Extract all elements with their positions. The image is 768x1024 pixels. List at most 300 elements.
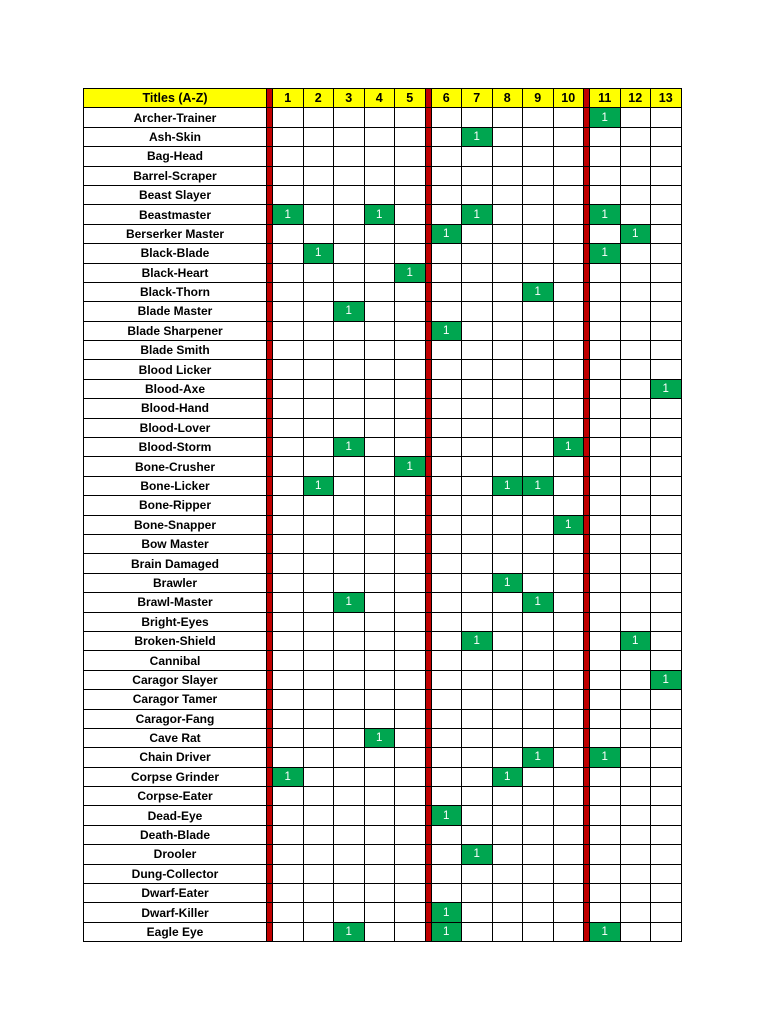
cell-col-3[interactable] [334, 728, 365, 747]
cell-col-2[interactable] [303, 438, 334, 457]
cell-col-11[interactable] [590, 224, 621, 243]
cell-col-11[interactable] [590, 767, 621, 786]
cell-col-3[interactable] [334, 864, 365, 883]
cell-col-12[interactable] [620, 147, 651, 166]
cell-col-5[interactable] [395, 496, 426, 515]
cell-col-9[interactable] [523, 884, 554, 903]
cell-col-13[interactable] [651, 496, 682, 515]
cell-col-8[interactable] [492, 321, 523, 340]
cell-col-5[interactable] [395, 922, 426, 941]
cell-col-2[interactable] [303, 767, 334, 786]
cell-col-8[interactable] [492, 282, 523, 301]
cell-col-6[interactable] [431, 534, 462, 553]
cell-col-4[interactable] [364, 573, 395, 592]
cell-col-2[interactable] [303, 224, 334, 243]
cell-col-4[interactable] [364, 534, 395, 553]
cell-col-9[interactable] [523, 457, 554, 476]
cell-col-3[interactable]: 1 [334, 922, 365, 941]
cell-col-12[interactable] [620, 321, 651, 340]
cell-col-5[interactable] [395, 651, 426, 670]
cell-col-11[interactable] [590, 825, 621, 844]
cell-col-12[interactable] [620, 922, 651, 941]
cell-col-3[interactable] [334, 476, 365, 495]
title-cell[interactable]: Barrel-Scraper [84, 166, 267, 185]
cell-col-11[interactable] [590, 302, 621, 321]
cell-col-8[interactable] [492, 341, 523, 360]
cell-col-4[interactable] [364, 903, 395, 922]
cell-col-2[interactable] [303, 341, 334, 360]
cell-col-4[interactable] [364, 806, 395, 825]
cell-col-13[interactable] [651, 884, 682, 903]
title-cell[interactable]: Brawl-Master [84, 593, 267, 612]
cell-col-12[interactable] [620, 612, 651, 631]
cell-col-11[interactable] [590, 903, 621, 922]
cell-col-9[interactable] [523, 690, 554, 709]
cell-col-7[interactable] [462, 515, 493, 534]
cell-col-3[interactable] [334, 496, 365, 515]
cell-col-1[interactable] [273, 341, 304, 360]
cell-col-6[interactable] [431, 612, 462, 631]
cell-col-1[interactable] [273, 147, 304, 166]
cell-col-12[interactable] [620, 108, 651, 127]
title-cell[interactable]: Black-Heart [84, 263, 267, 282]
cell-col-3[interactable] [334, 709, 365, 728]
cell-col-2[interactable]: 1 [303, 244, 334, 263]
cell-col-7[interactable] [462, 321, 493, 340]
cell-col-3[interactable] [334, 825, 365, 844]
cell-col-4[interactable] [364, 593, 395, 612]
cell-col-10[interactable] [553, 825, 584, 844]
cell-col-12[interactable] [620, 476, 651, 495]
cell-col-10[interactable] [553, 709, 584, 728]
cell-col-7[interactable] [462, 263, 493, 282]
cell-col-6[interactable]: 1 [431, 321, 462, 340]
cell-col-4[interactable] [364, 244, 395, 263]
cell-col-6[interactable] [431, 166, 462, 185]
cell-col-7[interactable] [462, 108, 493, 127]
cell-col-9[interactable] [523, 922, 554, 941]
title-cell[interactable]: Blade Master [84, 302, 267, 321]
cell-col-6[interactable] [431, 147, 462, 166]
cell-col-13[interactable] [651, 612, 682, 631]
cell-col-10[interactable] [553, 748, 584, 767]
cell-col-8[interactable] [492, 244, 523, 263]
cell-col-13[interactable] [651, 534, 682, 553]
cell-col-2[interactable] [303, 399, 334, 418]
cell-col-8[interactable] [492, 554, 523, 573]
cell-col-4[interactable] [364, 147, 395, 166]
cell-col-9[interactable] [523, 379, 554, 398]
cell-col-10[interactable] [553, 321, 584, 340]
cell-col-4[interactable] [364, 302, 395, 321]
cell-col-4[interactable] [364, 748, 395, 767]
title-cell[interactable]: Dung-Collector [84, 864, 267, 883]
cell-col-3[interactable]: 1 [334, 593, 365, 612]
cell-col-2[interactable] [303, 147, 334, 166]
cell-col-12[interactable] [620, 127, 651, 146]
cell-col-8[interactable] [492, 806, 523, 825]
cell-col-11[interactable] [590, 438, 621, 457]
cell-col-11[interactable] [590, 360, 621, 379]
cell-col-7[interactable] [462, 379, 493, 398]
cell-col-4[interactable] [364, 787, 395, 806]
cell-col-4[interactable]: 1 [364, 205, 395, 224]
cell-col-12[interactable] [620, 302, 651, 321]
cell-col-7[interactable]: 1 [462, 127, 493, 146]
cell-col-7[interactable]: 1 [462, 205, 493, 224]
cell-col-11[interactable] [590, 612, 621, 631]
cell-col-3[interactable] [334, 379, 365, 398]
cell-col-12[interactable] [620, 244, 651, 263]
cell-col-2[interactable] [303, 205, 334, 224]
cell-col-9[interactable] [523, 864, 554, 883]
cell-col-7[interactable]: 1 [462, 845, 493, 864]
cell-col-3[interactable] [334, 224, 365, 243]
cell-col-10[interactable] [553, 884, 584, 903]
cell-col-7[interactable] [462, 787, 493, 806]
cell-col-8[interactable] [492, 728, 523, 747]
cell-col-12[interactable] [620, 884, 651, 903]
cell-col-2[interactable] [303, 612, 334, 631]
cell-col-12[interactable] [620, 709, 651, 728]
cell-col-13[interactable] [651, 806, 682, 825]
cell-col-9[interactable] [523, 166, 554, 185]
cell-col-3[interactable] [334, 205, 365, 224]
cell-col-8[interactable] [492, 127, 523, 146]
cell-col-2[interactable] [303, 263, 334, 282]
cell-col-12[interactable] [620, 166, 651, 185]
cell-col-13[interactable] [651, 360, 682, 379]
cell-col-6[interactable] [431, 418, 462, 437]
cell-col-1[interactable] [273, 127, 304, 146]
cell-col-3[interactable] [334, 651, 365, 670]
cell-col-10[interactable] [553, 282, 584, 301]
cell-col-4[interactable] [364, 457, 395, 476]
title-cell[interactable]: Bone-Snapper [84, 515, 267, 534]
cell-col-8[interactable] [492, 360, 523, 379]
cell-col-1[interactable] [273, 612, 304, 631]
cell-col-5[interactable] [395, 147, 426, 166]
cell-col-5[interactable] [395, 767, 426, 786]
cell-col-9[interactable] [523, 612, 554, 631]
cell-col-12[interactable] [620, 670, 651, 689]
cell-col-6[interactable] [431, 302, 462, 321]
cell-col-8[interactable] [492, 709, 523, 728]
cell-col-11[interactable] [590, 845, 621, 864]
cell-col-4[interactable] [364, 399, 395, 418]
cell-col-10[interactable] [553, 263, 584, 282]
cell-col-5[interactable] [395, 554, 426, 573]
cell-col-3[interactable] [334, 244, 365, 263]
cell-col-5[interactable] [395, 903, 426, 922]
cell-col-4[interactable] [364, 767, 395, 786]
cell-col-4[interactable] [364, 360, 395, 379]
cell-col-2[interactable] [303, 302, 334, 321]
cell-col-6[interactable]: 1 [431, 806, 462, 825]
cell-col-11[interactable] [590, 534, 621, 553]
cell-col-6[interactable] [431, 884, 462, 903]
cell-col-1[interactable] [273, 573, 304, 592]
cell-col-2[interactable] [303, 825, 334, 844]
cell-col-7[interactable] [462, 496, 493, 515]
cell-col-13[interactable] [651, 244, 682, 263]
cell-col-11[interactable] [590, 399, 621, 418]
title-cell[interactable]: Eagle Eye [84, 922, 267, 941]
cell-col-4[interactable] [364, 884, 395, 903]
cell-col-3[interactable] [334, 767, 365, 786]
cell-col-7[interactable] [462, 806, 493, 825]
title-cell[interactable]: Blood Licker [84, 360, 267, 379]
cell-col-10[interactable] [553, 108, 584, 127]
cell-col-9[interactable] [523, 573, 554, 592]
cell-col-8[interactable] [492, 438, 523, 457]
cell-col-10[interactable] [553, 496, 584, 515]
cell-col-6[interactable] [431, 554, 462, 573]
cell-col-5[interactable] [395, 670, 426, 689]
cell-col-12[interactable] [620, 341, 651, 360]
cell-col-1[interactable] [273, 728, 304, 747]
title-cell[interactable]: Drooler [84, 845, 267, 864]
cell-col-12[interactable] [620, 515, 651, 534]
cell-col-9[interactable] [523, 302, 554, 321]
cell-col-8[interactable] [492, 690, 523, 709]
cell-col-9[interactable] [523, 767, 554, 786]
cell-col-1[interactable] [273, 244, 304, 263]
cell-col-2[interactable] [303, 515, 334, 534]
cell-col-1[interactable] [273, 748, 304, 767]
cell-col-4[interactable] [364, 321, 395, 340]
cell-col-4[interactable] [364, 845, 395, 864]
cell-col-6[interactable] [431, 341, 462, 360]
cell-col-5[interactable]: 1 [395, 263, 426, 282]
cell-col-1[interactable] [273, 224, 304, 243]
cell-col-6[interactable] [431, 748, 462, 767]
cell-col-7[interactable] [462, 709, 493, 728]
title-cell[interactable]: Berserker Master [84, 224, 267, 243]
cell-col-7[interactable] [462, 185, 493, 204]
cell-col-11[interactable] [590, 651, 621, 670]
cell-col-5[interactable] [395, 399, 426, 418]
cell-col-2[interactable] [303, 845, 334, 864]
cell-col-10[interactable] [553, 185, 584, 204]
cell-col-3[interactable] [334, 787, 365, 806]
cell-col-13[interactable] [651, 205, 682, 224]
cell-col-7[interactable] [462, 767, 493, 786]
cell-col-9[interactable] [523, 244, 554, 263]
title-cell[interactable]: Cave Rat [84, 728, 267, 747]
cell-col-12[interactable] [620, 864, 651, 883]
cell-col-6[interactable]: 1 [431, 903, 462, 922]
cell-col-8[interactable] [492, 651, 523, 670]
cell-col-1[interactable] [273, 903, 304, 922]
cell-col-12[interactable] [620, 496, 651, 515]
cell-col-5[interactable] [395, 302, 426, 321]
cell-col-4[interactable] [364, 631, 395, 650]
cell-col-6[interactable] [431, 767, 462, 786]
cell-col-3[interactable] [334, 321, 365, 340]
cell-col-1[interactable] [273, 379, 304, 398]
cell-col-10[interactable] [553, 379, 584, 398]
cell-col-7[interactable] [462, 728, 493, 747]
cell-col-5[interactable] [395, 205, 426, 224]
title-cell[interactable]: Brawler [84, 573, 267, 592]
cell-col-3[interactable] [334, 341, 365, 360]
cell-col-10[interactable] [553, 476, 584, 495]
cell-col-2[interactable] [303, 709, 334, 728]
cell-col-2[interactable] [303, 166, 334, 185]
cell-col-13[interactable] [651, 573, 682, 592]
cell-col-10[interactable] [553, 612, 584, 631]
cell-col-11[interactable] [590, 127, 621, 146]
cell-col-7[interactable] [462, 825, 493, 844]
cell-col-10[interactable] [553, 205, 584, 224]
cell-col-11[interactable] [590, 631, 621, 650]
cell-col-10[interactable] [553, 767, 584, 786]
cell-col-2[interactable] [303, 922, 334, 941]
cell-col-2[interactable] [303, 806, 334, 825]
cell-col-3[interactable]: 1 [334, 438, 365, 457]
cell-col-6[interactable] [431, 690, 462, 709]
cell-col-12[interactable] [620, 825, 651, 844]
cell-col-13[interactable] [651, 185, 682, 204]
cell-col-8[interactable] [492, 612, 523, 631]
cell-col-6[interactable] [431, 244, 462, 263]
cell-col-7[interactable] [462, 651, 493, 670]
cell-col-2[interactable] [303, 787, 334, 806]
cell-col-10[interactable] [553, 244, 584, 263]
cell-col-12[interactable] [620, 379, 651, 398]
cell-col-7[interactable] [462, 884, 493, 903]
cell-col-5[interactable] [395, 282, 426, 301]
cell-col-9[interactable]: 1 [523, 593, 554, 612]
cell-col-9[interactable] [523, 496, 554, 515]
cell-col-2[interactable] [303, 418, 334, 437]
cell-col-12[interactable] [620, 845, 651, 864]
title-cell[interactable]: Corpse Grinder [84, 767, 267, 786]
cell-col-11[interactable] [590, 379, 621, 398]
cell-col-6[interactable] [431, 593, 462, 612]
title-cell[interactable]: Dwarf-Eater [84, 884, 267, 903]
cell-col-8[interactable] [492, 496, 523, 515]
cell-col-8[interactable] [492, 845, 523, 864]
cell-col-1[interactable] [273, 884, 304, 903]
cell-col-3[interactable] [334, 515, 365, 534]
cell-col-11[interactable]: 1 [590, 748, 621, 767]
cell-col-6[interactable] [431, 360, 462, 379]
cell-col-10[interactable] [553, 341, 584, 360]
cell-col-6[interactable] [431, 108, 462, 127]
cell-col-11[interactable] [590, 728, 621, 747]
cell-col-11[interactable] [590, 185, 621, 204]
cell-col-1[interactable] [273, 399, 304, 418]
cell-col-10[interactable] [553, 903, 584, 922]
cell-col-6[interactable] [431, 651, 462, 670]
cell-col-5[interactable] [395, 593, 426, 612]
cell-col-5[interactable] [395, 185, 426, 204]
cell-col-5[interactable] [395, 709, 426, 728]
cell-col-3[interactable] [334, 147, 365, 166]
cell-col-4[interactable] [364, 864, 395, 883]
cell-col-11[interactable] [590, 787, 621, 806]
title-cell[interactable]: Cannibal [84, 651, 267, 670]
cell-col-3[interactable] [334, 903, 365, 922]
cell-col-11[interactable]: 1 [590, 922, 621, 941]
cell-col-9[interactable] [523, 787, 554, 806]
cell-col-4[interactable] [364, 515, 395, 534]
cell-col-8[interactable] [492, 418, 523, 437]
title-cell[interactable]: Broken-Shield [84, 631, 267, 650]
cell-col-9[interactable] [523, 728, 554, 747]
cell-col-9[interactable] [523, 806, 554, 825]
cell-col-1[interactable] [273, 166, 304, 185]
cell-col-5[interactable] [395, 515, 426, 534]
cell-col-5[interactable] [395, 244, 426, 263]
title-cell[interactable]: Blood-Hand [84, 399, 267, 418]
cell-col-7[interactable] [462, 690, 493, 709]
cell-col-10[interactable] [553, 922, 584, 941]
cell-col-13[interactable] [651, 825, 682, 844]
cell-col-5[interactable] [395, 379, 426, 398]
cell-col-7[interactable] [462, 534, 493, 553]
cell-col-11[interactable] [590, 282, 621, 301]
cell-col-8[interactable] [492, 224, 523, 243]
cell-col-2[interactable] [303, 864, 334, 883]
cell-col-8[interactable] [492, 825, 523, 844]
cell-col-13[interactable] [651, 593, 682, 612]
cell-col-6[interactable]: 1 [431, 224, 462, 243]
title-cell[interactable]: Bone-Crusher [84, 457, 267, 476]
cell-col-8[interactable] [492, 457, 523, 476]
cell-col-2[interactable] [303, 185, 334, 204]
cell-col-1[interactable] [273, 515, 304, 534]
title-cell[interactable]: Caragor Tamer [84, 690, 267, 709]
cell-col-11[interactable]: 1 [590, 205, 621, 224]
cell-col-4[interactable] [364, 554, 395, 573]
cell-col-12[interactable] [620, 573, 651, 592]
cell-col-13[interactable]: 1 [651, 670, 682, 689]
cell-col-3[interactable] [334, 612, 365, 631]
title-cell[interactable]: Blood-Storm [84, 438, 267, 457]
cell-col-2[interactable] [303, 108, 334, 127]
cell-col-3[interactable] [334, 845, 365, 864]
cell-col-8[interactable] [492, 379, 523, 398]
cell-col-2[interactable] [303, 593, 334, 612]
cell-col-13[interactable] [651, 282, 682, 301]
cell-col-3[interactable] [334, 670, 365, 689]
cell-col-5[interactable]: 1 [395, 457, 426, 476]
cell-col-1[interactable] [273, 496, 304, 515]
cell-col-8[interactable] [492, 631, 523, 650]
cell-col-11[interactable] [590, 476, 621, 495]
cell-col-12[interactable] [620, 438, 651, 457]
cell-col-5[interactable] [395, 690, 426, 709]
cell-col-13[interactable] [651, 166, 682, 185]
cell-col-13[interactable] [651, 438, 682, 457]
cell-col-13[interactable] [651, 554, 682, 573]
title-cell[interactable]: Bone-Ripper [84, 496, 267, 515]
cell-col-11[interactable] [590, 670, 621, 689]
cell-col-13[interactable] [651, 341, 682, 360]
cell-col-5[interactable] [395, 534, 426, 553]
cell-col-9[interactable] [523, 418, 554, 437]
cell-col-2[interactable] [303, 670, 334, 689]
cell-col-2[interactable] [303, 631, 334, 650]
cell-col-6[interactable] [431, 205, 462, 224]
cell-col-5[interactable] [395, 418, 426, 437]
cell-col-4[interactable] [364, 922, 395, 941]
cell-col-6[interactable] [431, 438, 462, 457]
cell-col-8[interactable] [492, 534, 523, 553]
